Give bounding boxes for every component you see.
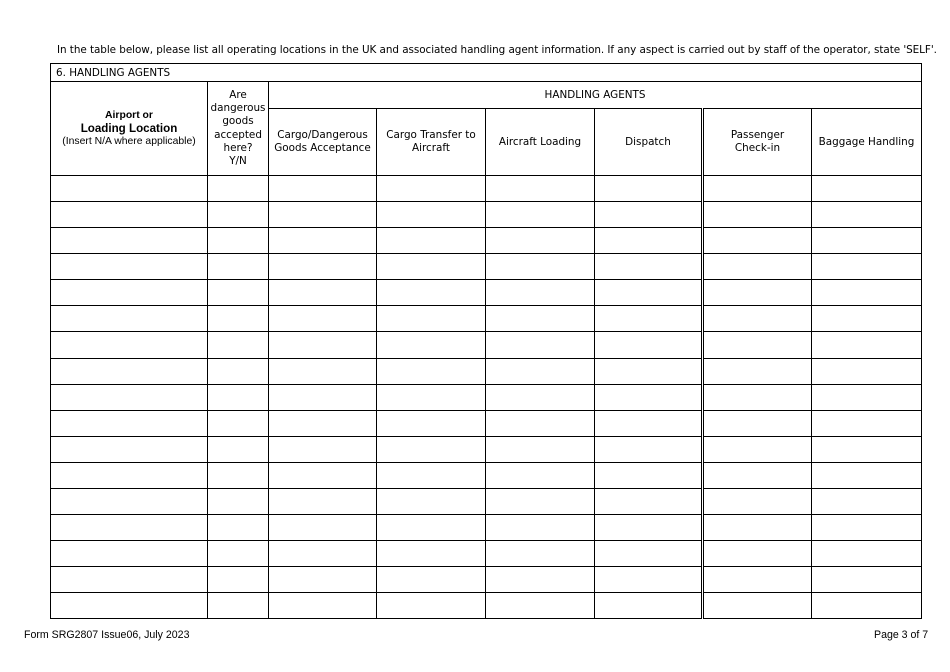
footer-form-id: Form SRG2807 Issue06, July 2023 xyxy=(24,629,190,641)
cell-passenger-checkin[interactable] xyxy=(703,514,812,540)
cell-baggage-handling[interactable] xyxy=(812,436,922,462)
cell-cargo-transfer[interactable] xyxy=(377,410,486,436)
cell-baggage-handling[interactable] xyxy=(812,358,922,384)
dg-label-line4: accepted xyxy=(214,128,262,141)
cell-dangerous-goods[interactable] xyxy=(208,592,269,618)
cell-dangerous-goods[interactable] xyxy=(208,566,269,592)
airport-label-line2: Loading Location xyxy=(80,122,178,136)
cell-dangerous-goods[interactable] xyxy=(208,358,269,384)
cell-baggage-handling[interactable] xyxy=(812,280,922,306)
table-row xyxy=(51,202,922,228)
cell-airport[interactable] xyxy=(51,514,208,540)
cell-cargo-transfer[interactable] xyxy=(377,514,486,540)
cell-aircraft-loading[interactable] xyxy=(486,410,595,436)
cell-cargo-dg[interactable] xyxy=(269,566,377,592)
cell-cargo-dg[interactable] xyxy=(269,228,377,254)
cell-airport[interactable] xyxy=(51,566,208,592)
cell-passenger-checkin[interactable] xyxy=(703,410,812,436)
cell-dangerous-goods[interactable] xyxy=(208,384,269,410)
cell-dangerous-goods[interactable] xyxy=(208,306,269,332)
cell-passenger-checkin[interactable] xyxy=(703,280,812,306)
handling-agents-table xyxy=(50,63,922,619)
cell-cargo-dg[interactable] xyxy=(269,202,377,228)
cell-baggage-handling[interactable] xyxy=(812,540,922,566)
cell-dangerous-goods[interactable] xyxy=(208,254,269,280)
cell-passenger-checkin[interactable] xyxy=(703,384,812,410)
passenger-line2: Check-in xyxy=(734,142,781,155)
cell-dispatch[interactable] xyxy=(595,436,703,462)
cell-cargo-transfer[interactable] xyxy=(377,280,486,306)
table-row xyxy=(51,540,922,566)
col-header-dispatch: Dispatch xyxy=(595,109,703,176)
cell-dispatch[interactable] xyxy=(595,410,703,436)
col-header-airport xyxy=(51,82,208,176)
cell-baggage-handling[interactable] xyxy=(812,332,922,358)
cell-passenger-checkin[interactable] xyxy=(703,358,812,384)
cell-dispatch[interactable] xyxy=(595,514,703,540)
cell-dispatch[interactable] xyxy=(595,592,703,618)
cell-passenger-checkin[interactable] xyxy=(703,540,812,566)
col-header-cargo-transfer xyxy=(377,109,486,176)
cell-aircraft-loading[interactable] xyxy=(486,592,595,618)
dg-label-line6: Y/N xyxy=(229,155,247,168)
cell-dispatch[interactable] xyxy=(595,280,703,306)
cell-dispatch[interactable] xyxy=(595,540,703,566)
col-header-aircraft-loading: Aircraft Loading xyxy=(486,109,595,176)
cell-cargo-dg[interactable] xyxy=(269,254,377,280)
col-header-dangerous-goods xyxy=(208,82,269,176)
cell-aircraft-loading[interactable] xyxy=(486,488,595,514)
cell-aircraft-loading[interactable] xyxy=(486,384,595,410)
cell-dangerous-goods[interactable] xyxy=(208,332,269,358)
table-row xyxy=(51,488,922,514)
col-header-cargo-dangerous-goods xyxy=(269,109,377,176)
cell-airport[interactable] xyxy=(51,306,208,332)
cell-baggage-handling[interactable] xyxy=(812,176,922,202)
table-row xyxy=(51,384,922,410)
table-row xyxy=(51,410,922,436)
cell-baggage-handling[interactable] xyxy=(812,462,922,488)
cell-passenger-checkin[interactable] xyxy=(703,254,812,280)
cell-aircraft-loading[interactable] xyxy=(486,358,595,384)
cell-baggage-handling[interactable] xyxy=(812,566,922,592)
cell-dangerous-goods[interactable] xyxy=(208,228,269,254)
cell-dispatch[interactable] xyxy=(595,254,703,280)
cell-cargo-dg[interactable] xyxy=(269,306,377,332)
cell-dangerous-goods[interactable] xyxy=(208,202,269,228)
cell-aircraft-loading[interactable] xyxy=(486,228,595,254)
cell-cargo-dg[interactable] xyxy=(269,384,377,410)
cell-airport[interactable] xyxy=(51,592,208,618)
cell-cargo-dg[interactable] xyxy=(269,462,377,488)
cell-baggage-handling[interactable] xyxy=(812,592,922,618)
dg-label-line5: here? xyxy=(223,141,253,154)
cell-aircraft-loading[interactable] xyxy=(486,540,595,566)
cell-dispatch[interactable] xyxy=(595,202,703,228)
table-row xyxy=(51,332,922,358)
cell-dispatch[interactable] xyxy=(595,566,703,592)
cell-dispatch[interactable] xyxy=(595,176,703,202)
cell-dispatch[interactable] xyxy=(595,332,703,358)
dg-label-line1: Are xyxy=(229,88,247,101)
cell-cargo-transfer[interactable] xyxy=(377,462,486,488)
cell-aircraft-loading[interactable] xyxy=(486,566,595,592)
cell-airport[interactable] xyxy=(51,358,208,384)
cell-baggage-handling[interactable] xyxy=(812,228,922,254)
cell-dangerous-goods[interactable] xyxy=(208,176,269,202)
cell-cargo-transfer[interactable] xyxy=(377,254,486,280)
table-row xyxy=(51,358,922,384)
cell-dangerous-goods[interactable] xyxy=(208,488,269,514)
cell-airport[interactable] xyxy=(51,410,208,436)
cell-dispatch[interactable] xyxy=(595,462,703,488)
table-row xyxy=(51,306,922,332)
cell-cargo-transfer[interactable] xyxy=(377,540,486,566)
table-row xyxy=(51,592,922,618)
cargo-transfer-line2: Aircraft xyxy=(412,142,450,155)
cell-passenger-checkin[interactable] xyxy=(703,202,812,228)
cell-dispatch[interactable] xyxy=(595,306,703,332)
cell-dangerous-goods[interactable] xyxy=(208,514,269,540)
cell-aircraft-loading[interactable] xyxy=(486,202,595,228)
col-header-passenger-checkin xyxy=(703,109,812,176)
cell-cargo-transfer[interactable] xyxy=(377,384,486,410)
cell-cargo-dg[interactable] xyxy=(269,592,377,618)
cell-baggage-handling[interactable] xyxy=(812,410,922,436)
cell-airport[interactable] xyxy=(51,384,208,410)
cell-airport[interactable] xyxy=(51,228,208,254)
cell-aircraft-loading[interactable] xyxy=(486,280,595,306)
cargo-dg-line1: Cargo/Dangerous xyxy=(277,129,368,142)
section-title: 6. HANDLING AGENTS xyxy=(51,64,922,82)
cargo-dg-line2: Goods Acceptance xyxy=(274,142,371,155)
cell-cargo-dg[interactable] xyxy=(269,410,377,436)
cell-cargo-transfer[interactable] xyxy=(377,176,486,202)
cell-passenger-checkin[interactable] xyxy=(703,306,812,332)
cell-cargo-dg[interactable] xyxy=(269,488,377,514)
cell-aircraft-loading[interactable] xyxy=(486,462,595,488)
cell-aircraft-loading[interactable] xyxy=(486,436,595,462)
cell-dangerous-goods[interactable] xyxy=(208,436,269,462)
cell-airport[interactable] xyxy=(51,202,208,228)
cell-passenger-checkin[interactable] xyxy=(703,462,812,488)
cell-cargo-transfer[interactable] xyxy=(377,306,486,332)
cell-baggage-handling[interactable] xyxy=(812,384,922,410)
cell-aircraft-loading[interactable] xyxy=(486,332,595,358)
footer-page-number: Page 3 of 7 xyxy=(874,629,929,641)
cell-dispatch[interactable] xyxy=(595,488,703,514)
cell-passenger-checkin[interactable] xyxy=(703,228,812,254)
group-header-handling-agents: HANDLING AGENTS xyxy=(269,82,922,109)
cell-cargo-transfer[interactable] xyxy=(377,566,486,592)
cell-aircraft-loading[interactable] xyxy=(486,306,595,332)
cell-baggage-handling[interactable] xyxy=(812,254,922,280)
cell-cargo-dg[interactable] xyxy=(269,332,377,358)
cell-passenger-checkin[interactable] xyxy=(703,488,812,514)
cell-baggage-handling[interactable] xyxy=(812,306,922,332)
cell-cargo-transfer[interactable] xyxy=(377,332,486,358)
cell-airport[interactable] xyxy=(51,176,208,202)
passenger-line1: Passenger xyxy=(730,129,785,142)
col-header-baggage-handling: Baggage Handling xyxy=(812,109,922,176)
cell-airport[interactable] xyxy=(51,540,208,566)
cell-aircraft-loading[interactable] xyxy=(486,254,595,280)
cell-dispatch[interactable] xyxy=(595,358,703,384)
table-row xyxy=(51,462,922,488)
cell-airport[interactable] xyxy=(51,462,208,488)
cell-dispatch[interactable] xyxy=(595,384,703,410)
cell-cargo-transfer[interactable] xyxy=(377,202,486,228)
cell-passenger-checkin[interactable] xyxy=(703,436,812,462)
cell-passenger-checkin[interactable] xyxy=(703,332,812,358)
cell-airport[interactable] xyxy=(51,332,208,358)
cell-airport[interactable] xyxy=(51,280,208,306)
cell-cargo-transfer[interactable] xyxy=(377,436,486,462)
cell-passenger-checkin[interactable] xyxy=(703,176,812,202)
cell-cargo-dg[interactable] xyxy=(269,514,377,540)
cell-cargo-dg[interactable] xyxy=(269,358,377,384)
cell-dangerous-goods[interactable] xyxy=(208,410,269,436)
cell-dispatch[interactable] xyxy=(595,228,703,254)
cell-passenger-checkin[interactable] xyxy=(703,566,812,592)
cell-dangerous-goods[interactable] xyxy=(208,280,269,306)
table-row xyxy=(51,254,922,280)
cell-cargo-dg[interactable] xyxy=(269,280,377,306)
cell-cargo-transfer[interactable] xyxy=(377,358,486,384)
dg-label-line3: goods xyxy=(222,115,254,128)
cell-passenger-checkin[interactable] xyxy=(703,592,812,618)
table-row xyxy=(51,566,922,592)
table-row xyxy=(51,514,922,540)
cargo-transfer-line1: Cargo Transfer to xyxy=(386,129,476,142)
cell-cargo-dg[interactable] xyxy=(269,540,377,566)
table-row xyxy=(51,280,922,306)
table-row xyxy=(51,176,922,202)
cell-airport[interactable] xyxy=(51,254,208,280)
cell-cargo-transfer[interactable] xyxy=(377,592,486,618)
table-row xyxy=(51,436,922,462)
dg-label-line2: dangerous xyxy=(210,102,266,114)
cell-aircraft-loading[interactable] xyxy=(486,176,595,202)
cell-baggage-handling[interactable] xyxy=(812,488,922,514)
cell-cargo-transfer[interactable] xyxy=(377,228,486,254)
cell-cargo-dg[interactable] xyxy=(269,436,377,462)
cell-dangerous-goods[interactable] xyxy=(208,462,269,488)
intro-text: In the table below, please list all operating locations in the UK and associated handling agent information. If any aspect is carried out by staff of the operator, state 'SELF'. xyxy=(57,44,937,56)
cell-dangerous-goods[interactable] xyxy=(208,540,269,566)
cell-baggage-handling[interactable] xyxy=(812,202,922,228)
cell-aircraft-loading[interactable] xyxy=(486,514,595,540)
table-row xyxy=(51,228,922,254)
cell-airport[interactable] xyxy=(51,488,208,514)
airport-label-line1: Airport or xyxy=(105,110,153,122)
cell-cargo-dg[interactable] xyxy=(269,176,377,202)
airport-label-line3: (Insert N/A where applicable) xyxy=(62,136,196,148)
cell-cargo-transfer[interactable] xyxy=(377,488,486,514)
cell-baggage-handling[interactable] xyxy=(812,514,922,540)
cell-airport[interactable] xyxy=(51,436,208,462)
